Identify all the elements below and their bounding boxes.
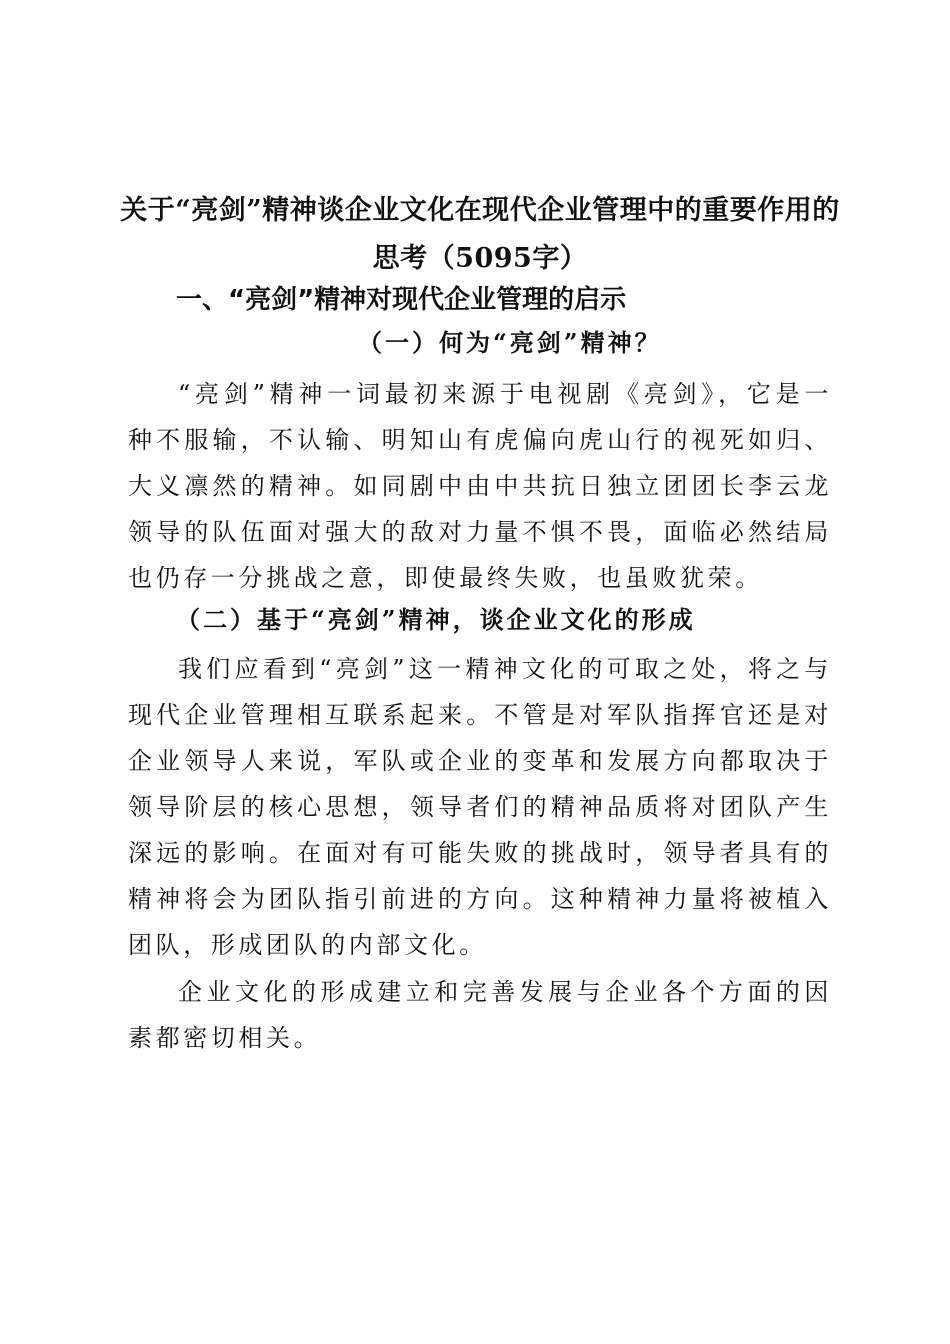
subsection-heading-1: （一）何为“亮剑”精神？ xyxy=(358,328,662,357)
section-heading-1: 一、“亮剑”精神对现代企业管理的启示 xyxy=(176,285,627,315)
subsection-heading-2: （二）基于“亮剑”精神，谈企业文化的形成 xyxy=(176,605,696,634)
document-title: 关于“亮剑”精神谈企业文化在现代企业管理中的重要作用的思考（5095字） xyxy=(120,195,840,274)
body-paragraph: 我们应看到“亮剑”这一精神文化的可取之处，将之与现代企业管理相互联系起来。不管是对军队指挥官还是对企业领导人来说，军队或企业的变革和发展方向都取决于领导阶层的核心思想，领导者们的精神品质将对团队产生深远的影响。在面对有可能失败的挑战时，领导者具有的精神将会为团队指引前进的方向。这种精神力量将被植入团队，形成团队的内部文化。 xyxy=(128,655,832,959)
body-paragraph: 企业文化的形成建立和完善发展与企业各个方面的因素都密切相关。 xyxy=(128,978,832,1052)
body-paragraph: “亮剑”精神一词最初来源于电视剧《亮剑》，它是一种不服输，不认输、明知山有虎偏向虎山行的视死如归、大义凛然的精神。如同剧中由中共抗日独立团团长李云龙领导的队伍面对强大的敌对力量不惧不畏，面临必然结局也仍存一分挑战之意，即使最终失败，也虽败犹荣。 xyxy=(128,380,832,592)
